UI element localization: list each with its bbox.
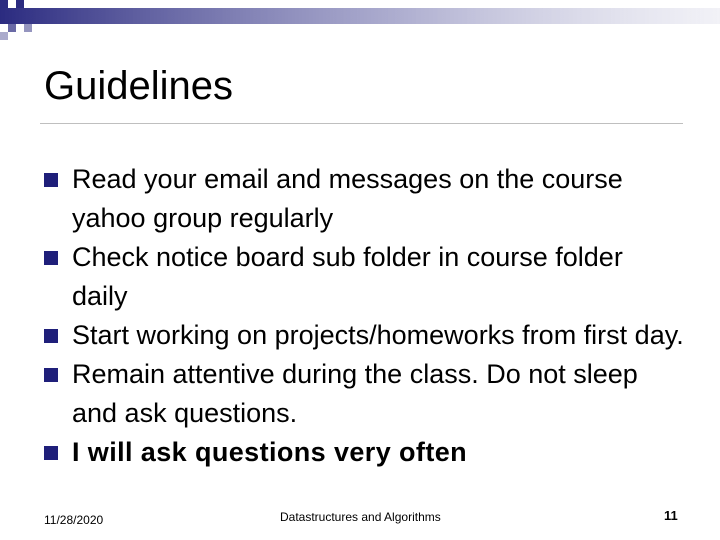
square-bullet-icon: [44, 446, 58, 460]
square-bullet-icon: [44, 173, 58, 187]
title-divider: [40, 123, 683, 124]
bullet-text: Remain attentive during the class. Do not sleep and ask questions.: [72, 359, 638, 428]
checkered-header-decoration: [0, 0, 720, 40]
square-bullet-icon: [44, 251, 58, 265]
bullet-text: Check notice board sub folder in course folder daily: [72, 242, 623, 311]
bullet-item: [44, 355, 684, 433]
bullet-text: I will ask questions very often: [72, 437, 468, 467]
slide-number: 11: [664, 508, 678, 523]
footer-date: 11/28/2020: [44, 513, 104, 527]
slide-title: Guidelines: [44, 64, 234, 108]
bullet-text: Read your email and messages on the course yahoo group regularly: [72, 164, 623, 233]
bullet-list: [44, 160, 684, 472]
bullet-item: [44, 433, 684, 472]
square-bullet-icon: [44, 329, 58, 343]
bullet-item: [44, 160, 684, 238]
square-bullet-icon: [44, 368, 58, 382]
bullet-item: [44, 238, 684, 316]
bullet-text: Start working on projects/homeworks from first day.: [72, 320, 684, 350]
bullet-item: [44, 316, 684, 355]
footer-course-title: Datastructures and Algorithms: [280, 510, 441, 524]
